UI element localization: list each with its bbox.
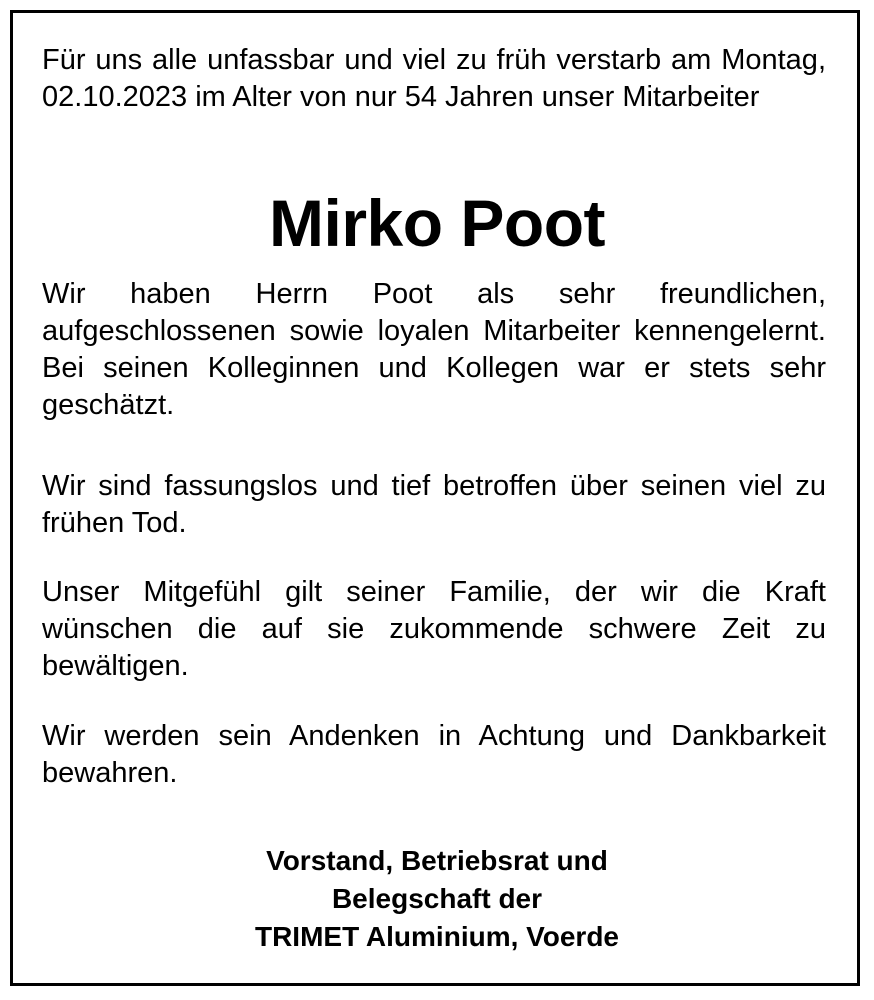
signature-line: TRIMET Aluminium, Voerde [254, 921, 619, 952]
signature-line: Vorstand, Betriebsrat und [266, 845, 608, 876]
paragraph-remembrance: Wir werden sein Andenken in Achtung und Dankbarkeit bewahren. [42, 720, 826, 789]
deceased-name: Mirko Poot [269, 186, 605, 260]
signature-block [0, 842, 874, 956]
signature-line: Belegschaft der [331, 883, 543, 914]
intro-text: Für uns alle unfassbar und viel zu früh verstarb am Montag, 02.10.2023 im Alter von nur 54 Jahren unser Mitarbeiter [42, 44, 826, 113]
paragraph-condolence: Unser Mitgefühl gilt seiner Familie, der wir die Kraft wünschen die auf sie zukommende schwere Zeit zu bewältigen. [42, 576, 826, 682]
paragraph-tribute: Wir haben Herrn Poot als sehr freundlichen, aufgeschlossenen sowie loyalen Mitarbeiter kennengelernt. Bei seinen Kolleginnen und Kollegen war er stets sehr geschätzt. [42, 278, 826, 421]
paragraph-grief: Wir sind fassungslos und tief betroffen über seinen viel zu frühen Tod. [42, 470, 826, 539]
